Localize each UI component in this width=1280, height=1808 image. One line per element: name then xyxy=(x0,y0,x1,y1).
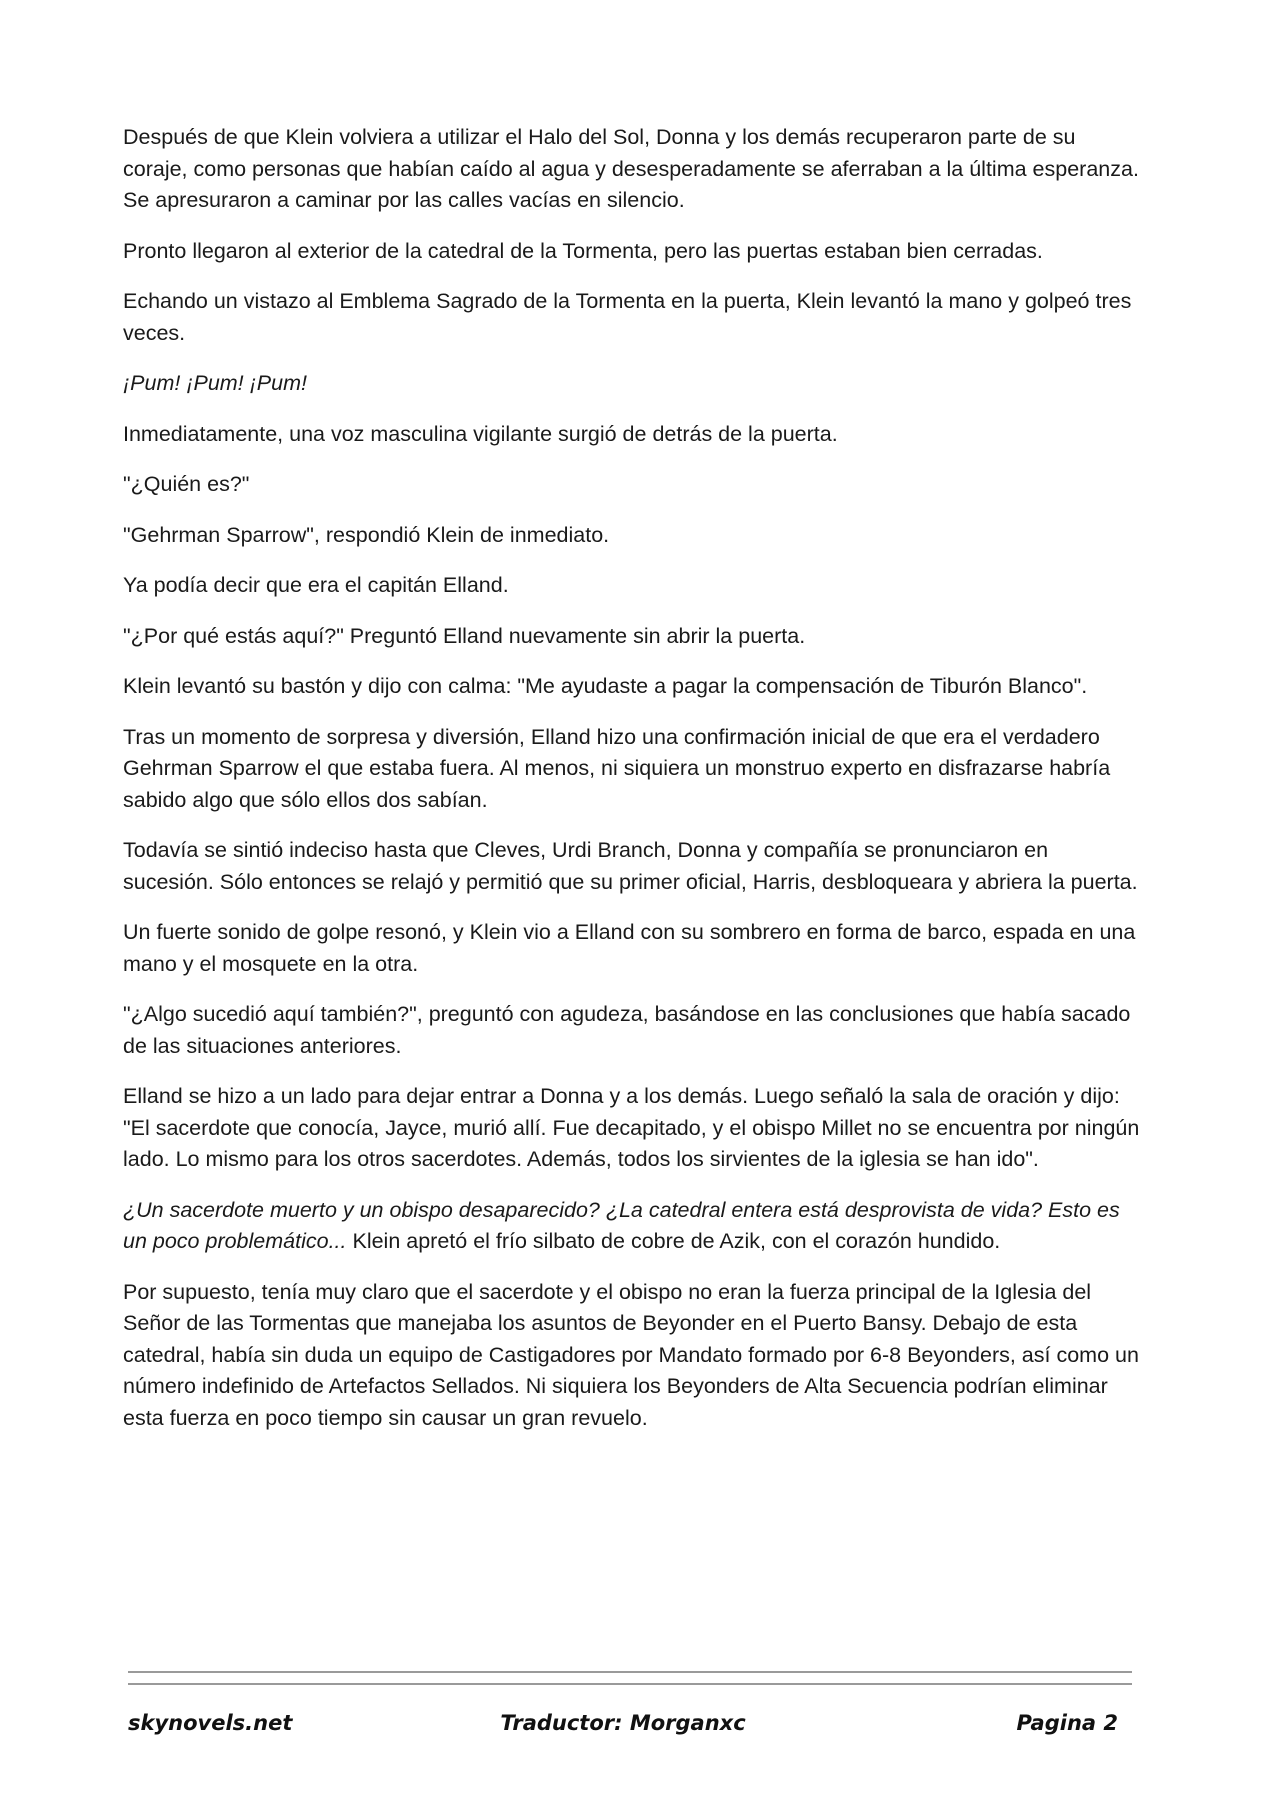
text-segment: Elland se hizo a un lado para dejar entrar a Donna y a los demás. Luego señaló la sala de oración y dijo: "El sacerdote que conocía, Jayce, murió allí. Fue decapitado, y el obispo Millet no se encuentra por ningún lado. Lo mismo para los otros sacerdotes. Además, todos los sirvientes de la iglesia se han ido". xyxy=(123,1084,1140,1171)
footer-translator: Traductor: Morganxc xyxy=(500,1711,746,1735)
paragraph xyxy=(123,286,1143,349)
paragraph xyxy=(123,469,1143,501)
footer-site: skynovels.net xyxy=(128,1711,293,1735)
paragraph xyxy=(123,520,1143,552)
text-segment: Tras un momento de sorpresa y diversión, Elland hizo una confirmación inicial de que era el verdadero Gehrman Sparrow el que estaba fuera. Al menos, ni siquiera un monstruo experto en disfrazarse habría sabido algo que sólo ellos dos sabían. xyxy=(123,724,1111,812)
text-segment: Echando un vistazo al Emblema Sagrado de la Tormenta en la puerta, Klein levantó la mano y golpeó tres veces. xyxy=(123,289,1132,345)
paragraph xyxy=(123,419,1143,451)
text-segment: Todavía se sintió indeciso hasta que Cleves, Urdi Branch, Donna y compañía se pronunciaron en sucesión. Sólo entonces se relajó y permitió que su primer oficial, Harris, desbloqueara y abriera la puerta. xyxy=(123,838,1138,894)
paragraph xyxy=(123,621,1143,653)
text-segment: Por supuesto, tenía muy claro que el sacerdote y el obispo no eran la fuerza principal de la Iglesia del Señor de las Tormentas que manejaba los asuntos de Beyonder en el Puerto Bansy. Debajo de esta catedral, había sin duda un equipo de Castigadores por Mandato formado por 6-8 Beyonders, así como un número indefinido de Artefactos Sellados. Ni siquiera los Beyonders de Alta Secuencia podrían eliminar esta fuerza en poco tiempo sin causar un gran revuelo. xyxy=(123,1279,1139,1430)
italic-text-segment: ¡Pum! ¡Pum! ¡Pum! xyxy=(123,371,307,395)
text-segment: "Gehrman Sparrow", respondió Klein de inmediato. xyxy=(123,522,610,547)
page-footer xyxy=(128,1711,1118,1747)
text-segment: Un fuerte sonido de golpe resonó, y Klein vio a Elland con su sombrero en forma de barco, espada en una mano y el mosquete en la otra. xyxy=(123,920,1136,976)
paragraph xyxy=(123,917,1143,980)
text-segment: "¿Por qué estás aquí?" Preguntó Elland nuevamente sin abrir la puerta. xyxy=(123,623,806,648)
text-segment: "¿Algo sucedió aquí también?", preguntó con agudeza, basándose en las conclusiones que había sacado de las situaciones anteriores. xyxy=(123,1002,1131,1058)
text-segment: Klein levantó su bastón y dijo con calma: "Me ayudaste a pagar la compensación de Tiburón Blanco". xyxy=(123,674,1088,698)
footer-page-number: Pagina 2 xyxy=(1016,1711,1118,1735)
paragraph xyxy=(123,999,1143,1062)
paragraph xyxy=(123,122,1143,217)
paragraph xyxy=(123,236,1143,268)
body-text xyxy=(123,122,1143,1453)
text-segment: Después de que Klein volviera a utilizar el Halo del Sol, Donna y los demás recuperaron parte de su coraje, como personas que habían caído al agua y desesperadamente se aferraban a la última esperanza. Se apresuraron a caminar por las calles vacías en silencio. xyxy=(123,125,1139,212)
paragraph xyxy=(123,1195,1143,1258)
text-segment: Klein apretó el frío silbato de cobre de Azik, con el corazón hundido. xyxy=(346,1229,1001,1253)
paragraph xyxy=(123,368,1143,400)
paragraph xyxy=(123,835,1143,898)
paragraph xyxy=(123,671,1143,703)
text-segment: Ya podía decir que era el capitán Elland. xyxy=(123,573,509,597)
paragraph xyxy=(123,722,1143,817)
text-segment: "¿Quién es?" xyxy=(123,472,250,496)
paragraph xyxy=(123,1081,1143,1176)
italic-text-segment: ¿Un sacerdote muerto y un obispo desaparecido? ¿La catedral entera está desprovista de vida? Esto es un poco problemático... xyxy=(123,1197,1120,1253)
text-segment: Inmediatamente, una voz masculina vigilante surgió de detrás de la puerta. xyxy=(123,421,838,446)
footer-rule-top xyxy=(128,1671,1132,1673)
footer-rule-bottom xyxy=(128,1683,1132,1685)
paragraph xyxy=(123,1277,1143,1435)
text-segment: Pronto llegaron al exterior de la catedral de la Tormenta, pero las puertas estaban bien cerradas. xyxy=(123,238,1043,263)
paragraph xyxy=(123,570,1143,602)
footer-divider xyxy=(128,1671,1132,1687)
